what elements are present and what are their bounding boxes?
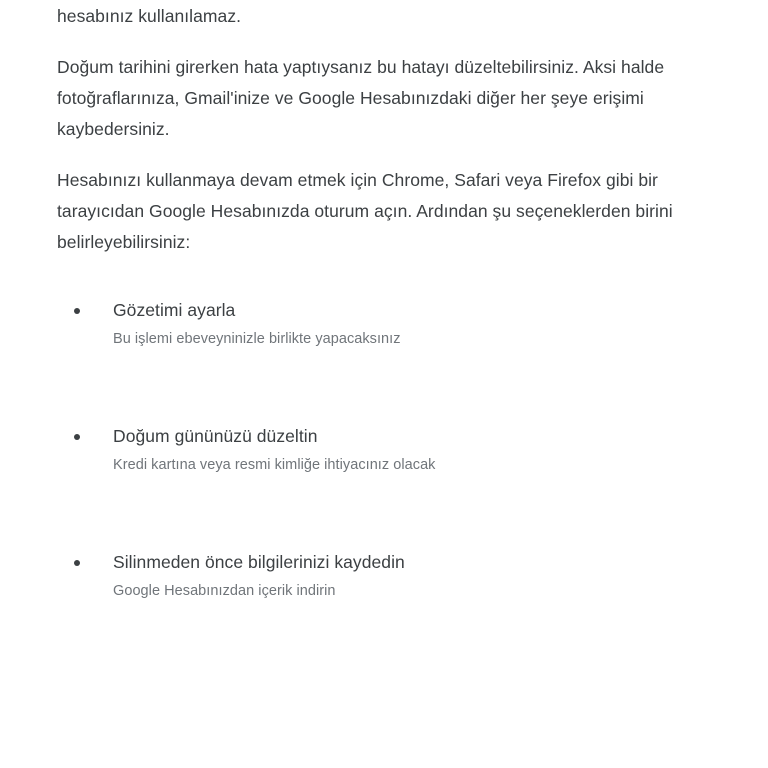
list-item[interactable] xyxy=(57,423,717,476)
bullet-point-icon xyxy=(74,308,80,314)
option-description: Bu işlemi ebeveyninizle birlikte yapacaksınız xyxy=(113,331,401,347)
option-title: Gözetimi ayarla xyxy=(113,300,236,320)
footer-action-bar xyxy=(0,728,768,768)
option-description: Google Hesabınızdan içerik indirin xyxy=(113,583,336,599)
option-description: Kredi kartına veya resmi kimliğe ihtiyacınız olacak xyxy=(113,457,436,473)
option-title: Silinmeden önce bilgilerinizi kaydedin xyxy=(113,552,405,572)
paragraph-birthdate-correction: Doğum tarihini girerken hata yaptıysanız bu hatayı düzeltebilirsiniz. Aksi halde fotoğraflarınıza, Gmail'inize ve Google Hesabınızdaki diğer her şeye erişimi kaybedersiniz. xyxy=(57,57,665,139)
bullet-point-icon xyxy=(74,560,80,566)
list-item[interactable] xyxy=(57,297,717,350)
list-item[interactable] xyxy=(57,549,717,602)
options-list xyxy=(57,297,717,602)
article-content xyxy=(57,0,717,602)
option-title: Doğum gününüzü düzeltin xyxy=(113,426,318,446)
paragraph-browser-signin: Hesabınızı kullanmaya devam etmek için Chrome, Safari veya Firefox gibi bir tarayıcıdan Google Hesabınızda oturum açın. Ardından şu seçeneklerden birini belirleyebilirsiniz: xyxy=(57,170,673,252)
bullet-point-icon xyxy=(74,434,80,440)
paragraph-intro-continuation: hesabınız kullanılamaz. xyxy=(57,6,242,26)
